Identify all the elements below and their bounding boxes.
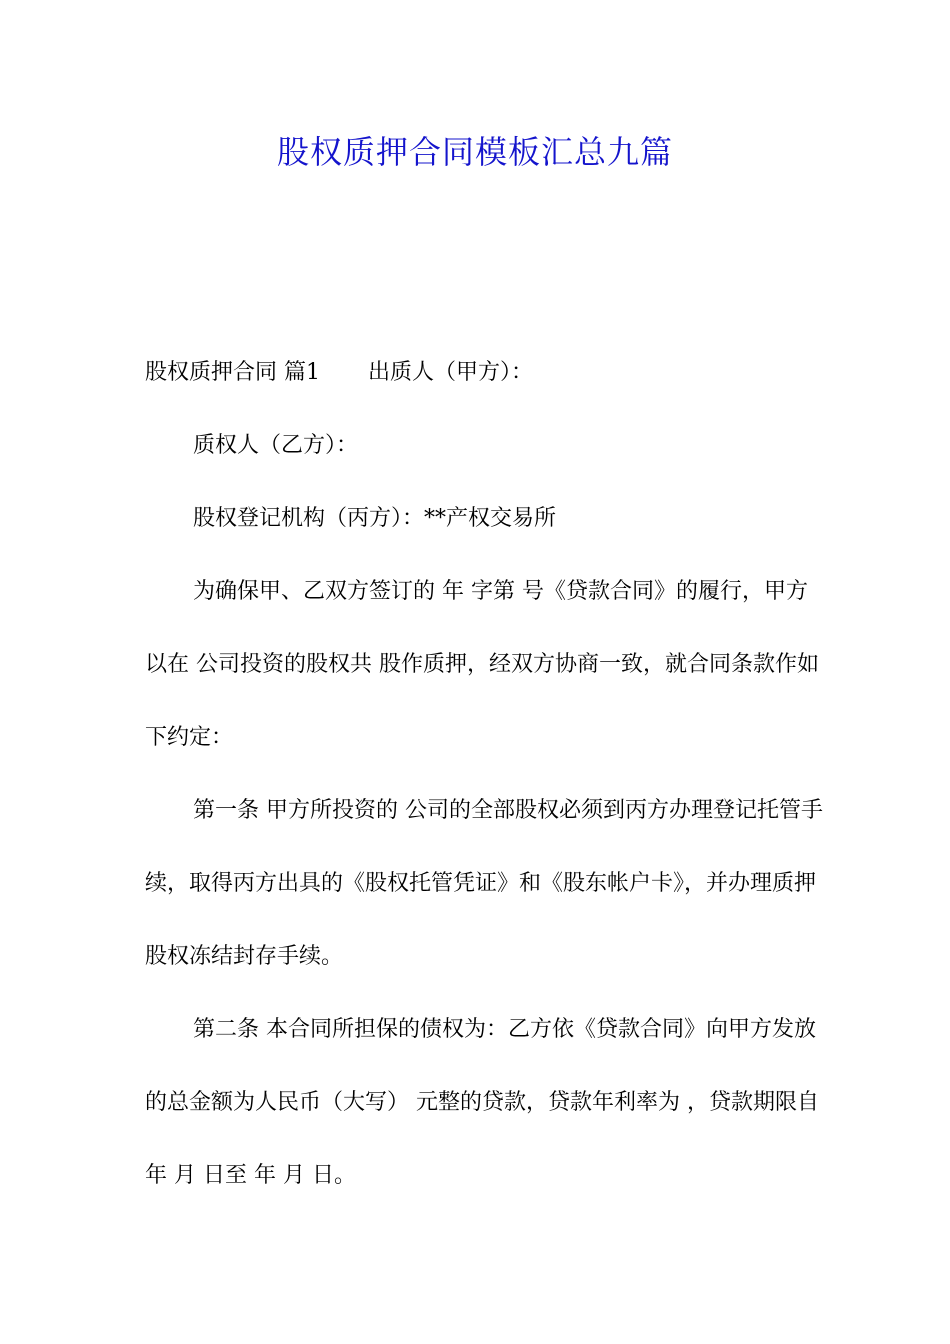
document-body: [145, 336, 825, 1212]
paragraph-registry: 股权登记机构（丙方）：**产权交易所: [193, 506, 557, 531]
paragraph-pledgee: 质权人（乙方）：: [193, 433, 359, 458]
first-line: [145, 336, 825, 409]
paragraph-pledgor: 出质人（甲方）：: [368, 360, 534, 385]
document-title: 股权质押合同模板汇总九篇: [276, 133, 673, 171]
paragraph-article-2: 第二条 本合同所担保的债权为：乙方依《贷款合同》向甲方发放的总金额为人民币（大写） 元整的贷款，贷款年利率为 ，贷款期限自 年 月 日至 年 月 日。: [145, 1017, 826, 1188]
paragraph-article-1: 第一条 甲方所投资的 公司的全部股权必须到丙方办理登记托管手续，取得丙方出具的《股权托管凭证》和《股东帐户卡》，并办理质押股权冻结封存手续。: [145, 798, 823, 969]
paragraph-preamble: 为确保甲、乙双方签订的 年 字第 号《贷款合同》的履行，甲方以在 公司投资的股权共 股作质押，经双方协商一致，就合同条款作如下约定：: [145, 579, 819, 750]
section-label: 股权质押合同 篇1: [145, 360, 320, 385]
